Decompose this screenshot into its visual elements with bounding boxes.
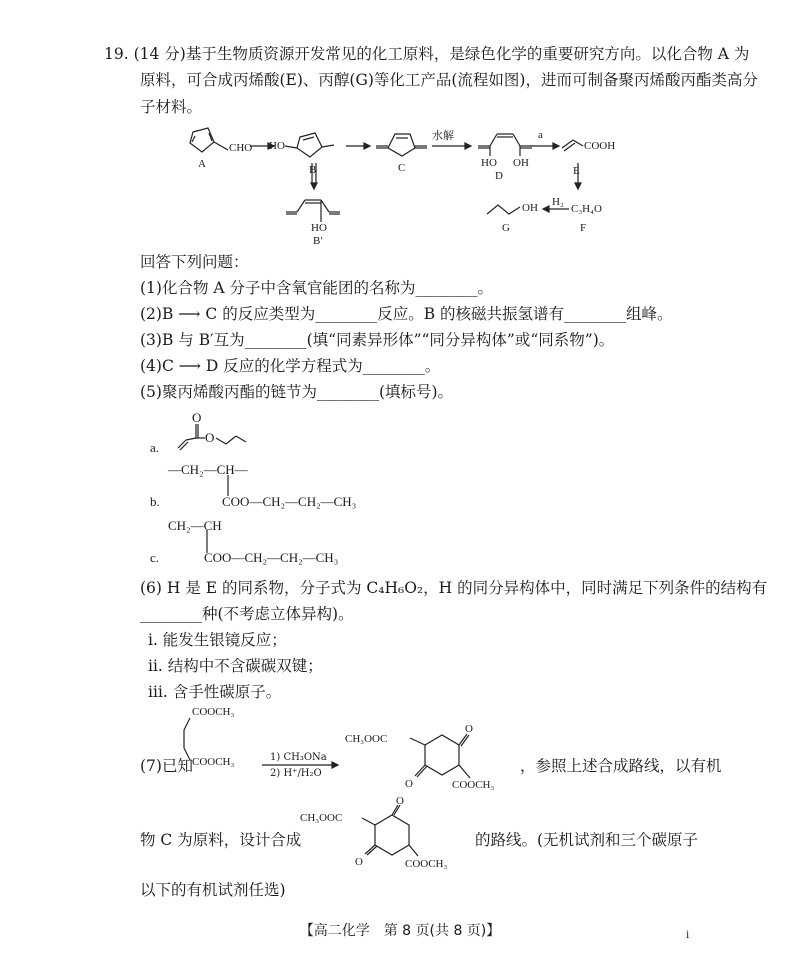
label-A: A: [198, 158, 206, 170]
structure-E: [562, 140, 583, 151]
label-hydrolysis: 水解: [432, 130, 454, 142]
q7-product-right: COOCH₃: [452, 779, 495, 791]
q7-target-left: CH₃OOC: [300, 812, 343, 824]
ring-B: [285, 133, 334, 157]
q7-line-3: 以下的有机试剂任选): [140, 881, 286, 899]
label-oh-G: OH: [522, 202, 538, 214]
q6-line-2: ________种(不考虑立体异构)。: [140, 605, 354, 623]
q6-condition-3: ⅲ. 含手性碳原子。: [148, 683, 282, 701]
option-b-label: b.: [150, 494, 160, 509]
q7-line-2a: 物 C 为原料，设计合成: [140, 831, 302, 849]
label-G: G: [502, 222, 510, 234]
intro-line-1: 19. (14 分)基于生物质资源开发常见的化工原料，是绿色化学的重要研究方向。以化合物 A 为: [104, 45, 750, 63]
label-cooh: COOH: [584, 140, 616, 152]
q7-line-2b: 的路线。(无机试剂和三个碳原子: [475, 831, 699, 849]
q6-condition-1: ⅰ. 能发生银镜反应；: [148, 631, 287, 649]
intro-line-3: 子材料。: [140, 98, 203, 116]
q7-product-ring: [410, 734, 470, 778]
page-footer: 【高二化学 第 8 页(共 8 页)】: [299, 923, 501, 939]
q7-reagent-structure: [184, 718, 190, 760]
label-ho-B-prime: HO: [311, 222, 327, 234]
label-B: B: [309, 164, 317, 176]
q7-product-o-bottom: O: [405, 778, 413, 790]
sub-question-1: (1)化合物 A 分子中含氧官能团的名称为________。: [140, 279, 494, 297]
q7-lead: (7)已知: [140, 757, 193, 775]
option-c-top: CH₂—CH: [168, 518, 222, 533]
sub-question-5: (5)聚丙烯酸丙酯的链节为________(填标号)。: [140, 383, 454, 401]
ring-C: [376, 134, 427, 156]
q7-target-right: COOCH₃: [405, 858, 448, 870]
structure-B-prime: [286, 200, 340, 222]
q7-tail: ，参照上述合成路线，以有机: [520, 757, 722, 775]
option-c-label: c.: [150, 550, 160, 565]
label-C: C: [398, 162, 406, 174]
sub-question-4: (4)C ⟶ D 反应的化学方程式为________。: [140, 357, 441, 375]
label-B-prime: B′: [313, 235, 323, 247]
label-D: D: [495, 170, 503, 182]
option-b-top: —CH₂—CH—: [168, 462, 248, 477]
q7-target-o-bottom: O: [355, 856, 363, 868]
prompt-text: 回答下列问题：: [140, 253, 249, 271]
q7-product-o-top: O: [465, 723, 473, 735]
option-a-label: a.: [150, 440, 160, 455]
label-cho: CHO: [229, 142, 253, 154]
label-E: E: [573, 165, 580, 177]
structure-D: [478, 134, 532, 156]
q7-reagent-bottom: COOCH₃: [192, 756, 235, 768]
furan-ring-A: [190, 128, 228, 152]
q7-target-o-top: O: [396, 795, 404, 807]
intro-line-2: 原料，可合成丙烯酸(E)、丙醇(G)等化工产品(流程如图)，进而可制备聚丙烯酸丙酯类高分: [140, 71, 758, 89]
q7-condition-2: 2) H⁺/H₂O: [270, 768, 322, 779]
label-F: F: [580, 222, 587, 234]
formula-F: C₃H₄O: [571, 203, 602, 215]
option-a-o-top: O: [192, 410, 202, 425]
label-arrow-a: a: [538, 129, 543, 141]
option-c-bottom: COO—CH₂—CH₂—CH₃: [204, 550, 339, 565]
corner-mark: ⅰ: [686, 930, 690, 941]
q7-product-left: CH₃OOC: [345, 733, 388, 745]
sub-question-3: (3)B 与 B′互为________(填“同素异形体”“同分异构体”或“同系物”)。: [140, 331, 615, 349]
label-h2: H₂: [552, 196, 564, 208]
q7-reagent-top: COOCH₃: [192, 706, 235, 718]
q7-target-ring: [362, 805, 418, 856]
structure-G: [487, 205, 520, 214]
option-b-bottom: COO—CH₂—CH₂—CH₃: [222, 494, 357, 509]
q6-line-1: (6) H 是 E 的同系物，分子式为 C₄H₆O₂，H 的同分异构体中，同时满足下列条件的结构有: [140, 579, 768, 597]
q6-condition-2: ⅱ. 结构中不含碳碳双键；: [148, 657, 323, 675]
option-a-o-ester: O: [205, 430, 215, 445]
label-ho-D: HO: [481, 157, 497, 169]
q7-condition-1: 1) CH₃ONa: [270, 752, 327, 763]
sub-question-2: (2)B ⟶ C 的反应类型为________反应。B 的核磁共振氢谱有________组峰。: [140, 305, 673, 323]
label-oh-D: OH: [513, 157, 529, 169]
label-ho-B: HO: [269, 140, 285, 152]
